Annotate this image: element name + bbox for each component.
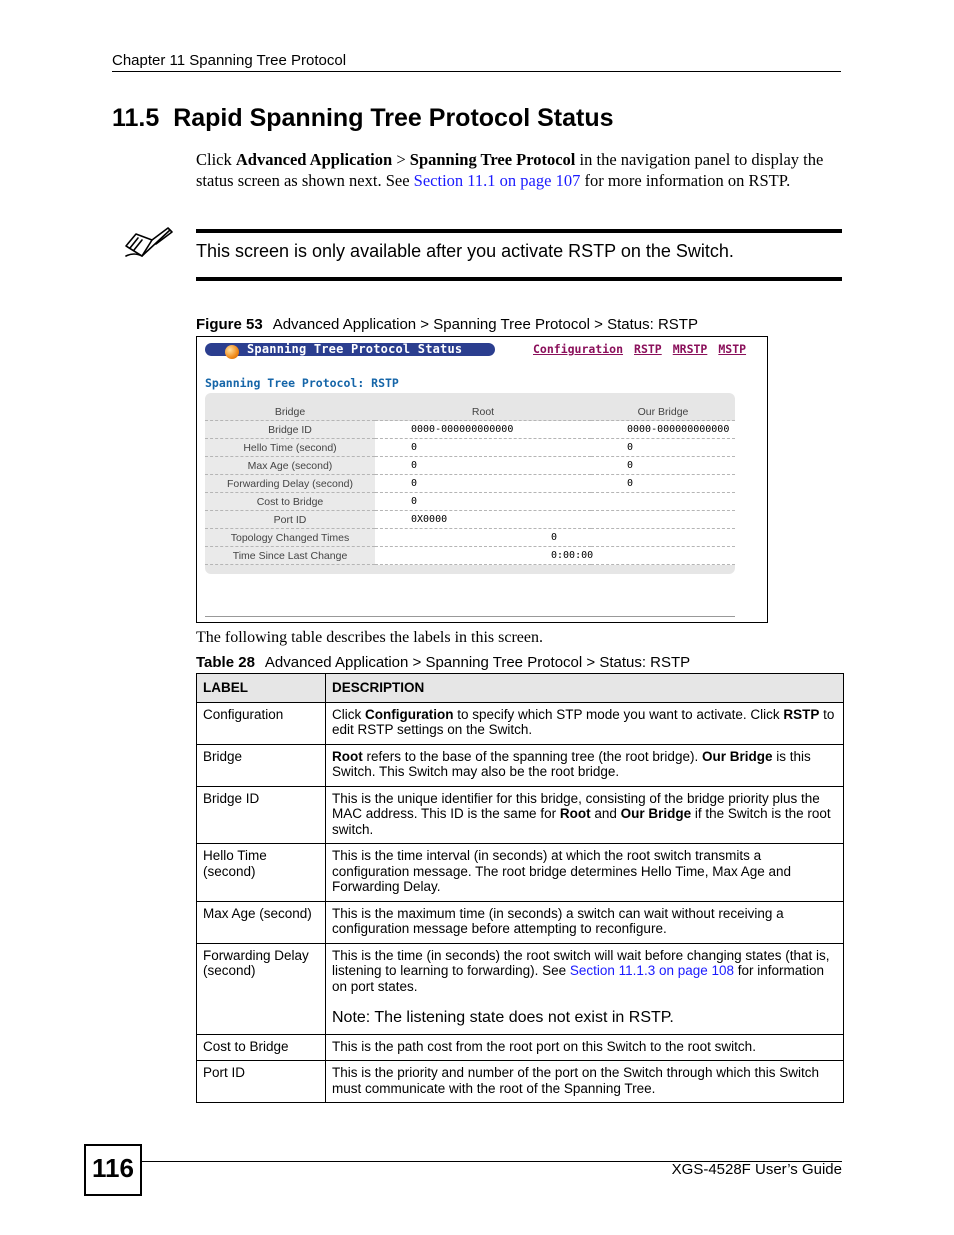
our-bridge-value: 0 — [591, 475, 735, 493]
header-rule — [112, 71, 841, 72]
intro-bold: Advanced Application — [235, 150, 393, 169]
status-row — [205, 511, 735, 529]
desc-text: This is the unique identifier for this bridge, consisting of the bridge priority plus the MAC address. This ID is the same for — [332, 790, 820, 821]
span-value: 0:00:00 — [375, 547, 735, 565]
description-cell: This is the time interval (in seconds) at which the root switch transmits a configuration message. The root bridge determines Hello Time, Max Age and Forwarding Delay. — [326, 844, 844, 902]
description-cell — [326, 744, 844, 786]
screen-bottom-line — [205, 616, 735, 617]
note-line: Note: The listening state does not exist in RSTP. — [332, 1009, 674, 1026]
col-header-bridge: Bridge — [205, 403, 375, 421]
status-row — [205, 421, 735, 439]
status-row — [205, 547, 735, 565]
status-row — [205, 529, 735, 547]
intro-paragraph — [196, 149, 844, 191]
status-row — [205, 439, 735, 457]
root-value: 0 — [375, 439, 591, 457]
guide-title: XGS-4528F User’s Guide — [671, 1161, 842, 1178]
title-orb-icon — [225, 345, 239, 359]
note-text: This screen is only available after you activate RSTP on the Switch. — [196, 241, 734, 261]
desc-text: and — [590, 806, 621, 821]
nav-link-mstp[interactable]: MSTP — [718, 342, 747, 356]
label-cell: Port ID — [197, 1061, 326, 1103]
description-cell: This is the maximum time (in seconds) a switch can wait without receiving a configuration message before attempting to reconfigure. — [326, 901, 844, 943]
table-row — [197, 901, 844, 943]
desc-text: to edit RSTP settings on the Switch. — [332, 706, 835, 737]
desc-text: refers to the base of the spanning tree (the root bridge). — [362, 748, 702, 764]
desc-text: if the Switch is the root switch. — [332, 806, 831, 837]
desc-bold: Root — [332, 748, 363, 764]
screen-title: Spanning Tree Protocol Status — [247, 342, 463, 356]
page-number: 116 — [92, 1153, 134, 1183]
our-bridge-value: 0 — [591, 439, 735, 457]
intro-text: > — [392, 150, 410, 169]
section-heading: Rapid Spanning Tree Protocol Status — [173, 104, 614, 132]
nav-link-rstp[interactable]: RSTP — [634, 342, 662, 356]
row-label: Time Since Last Change — [205, 547, 375, 565]
desc-text: to specify which STP mode you want to activate. Click — [453, 706, 784, 722]
desc-text: Click — [332, 706, 365, 722]
desc-bold: Our Bridge — [701, 748, 773, 764]
root-value: 0 — [375, 475, 591, 493]
row-label: Port ID — [205, 511, 375, 529]
status-row — [205, 457, 735, 475]
note-rule-bottom — [196, 277, 842, 281]
our-bridge-value: 0 — [591, 457, 735, 475]
pencil-note-icon — [124, 226, 174, 262]
our-bridge-value — [591, 511, 735, 529]
row-label: Max Age (second) — [205, 457, 375, 475]
status-row — [205, 475, 735, 493]
table-caption — [196, 654, 690, 671]
table-row — [197, 943, 844, 1034]
screen-title-bar — [205, 343, 495, 356]
description-cell — [326, 786, 844, 844]
desc-bold: RSTP — [783, 706, 820, 722]
intro-bold: Spanning Tree Protocol — [409, 150, 576, 169]
table-header-row — [197, 674, 844, 703]
desc-bold: Our Bridge — [620, 806, 692, 821]
header-label: LABEL — [197, 674, 326, 703]
row-label: Cost to Bridge — [205, 493, 375, 511]
intro-text: for more information on RSTP. — [580, 171, 791, 190]
label-description-table — [196, 673, 844, 1103]
running-header: Chapter 11 Spanning Tree Protocol — [112, 52, 347, 69]
label-cell: Bridge — [197, 744, 326, 786]
section-link[interactable]: Section 11.1.3 on page 108 — [569, 963, 735, 978]
note-rule-top — [196, 229, 842, 233]
table-number: Table 28 — [196, 654, 255, 671]
our-bridge-value: 0000-000000000000 — [591, 421, 735, 439]
status-table — [205, 403, 735, 565]
screen-nav — [533, 342, 757, 356]
status-table-header — [205, 403, 735, 421]
label-cell: Max Age (second) — [197, 901, 326, 943]
table-caption-text: Advanced Application > Spanning Tree Protocol > Status: RSTP — [264, 654, 691, 671]
our-bridge-value — [591, 493, 735, 511]
screen-subtitle: Spanning Tree Protocol: RSTP — [205, 376, 399, 390]
status-row — [205, 493, 735, 511]
label-cell: Bridge ID — [197, 786, 326, 844]
header-description: DESCRIPTION — [326, 674, 844, 703]
desc-bold: Root — [559, 806, 591, 821]
table-row — [197, 702, 844, 744]
label-cell: Hello Time (second) — [197, 844, 326, 902]
label-cell: Configuration — [197, 702, 326, 744]
label-cell: Cost to Bridge — [197, 1034, 326, 1061]
root-value: 0 — [375, 493, 591, 511]
nav-link-configuration[interactable]: Configuration — [533, 342, 624, 356]
intro-text: in the navigation panel to display the status screen as shown next. See — [196, 150, 824, 190]
row-label: Bridge ID — [205, 421, 375, 439]
description-cell — [326, 943, 844, 1034]
section-link[interactable]: Section 11.1 on page 107 — [413, 171, 581, 190]
desc-text: is this Switch. This Switch may also be the root bridge. — [332, 748, 811, 779]
span-value: 0 — [375, 529, 735, 547]
desc-bold: Configuration — [365, 706, 454, 722]
desc-text: This is the time (in seconds) the root switch will wait before changing states (that is, listening to learning to forwarding). See — [332, 947, 830, 978]
desc-text: for information on port states. — [332, 963, 825, 994]
intro-text: Click — [196, 150, 236, 169]
label-cell: Forwarding Delay (second) — [197, 943, 326, 1034]
table-row — [197, 744, 844, 786]
description-cell: This is the path cost from the root port on this Switch to the root switch. — [326, 1034, 844, 1061]
table-intro: The following table describes the labels in this screen. — [196, 629, 544, 646]
root-value: 0000-000000000000 — [375, 421, 591, 439]
col-header-our-bridge: Our Bridge — [591, 403, 735, 421]
description-cell: This is the priority and number of the port on the Switch through which this Switch must communicate with the root of the Spanning Tree. — [326, 1061, 844, 1103]
figure-caption — [196, 316, 698, 333]
row-label: Hello Time (second) — [205, 439, 375, 457]
table-row — [197, 1061, 844, 1103]
row-label: Forwarding Delay (second) — [205, 475, 375, 493]
row-label: Topology Changed Times — [205, 529, 375, 547]
section-number: 11.5 — [112, 104, 160, 132]
description-cell — [326, 702, 844, 744]
table-row — [197, 1034, 844, 1061]
section-title — [112, 104, 614, 133]
figure-number: Figure 53 — [196, 316, 263, 333]
nav-link-mrstp[interactable]: MRSTP — [672, 342, 708, 356]
root-value: 0 — [375, 457, 591, 475]
root-value: 0X0000 — [375, 511, 591, 529]
table-row — [197, 844, 844, 902]
page-number-box — [84, 1144, 142, 1196]
figure-caption-text: Advanced Application > Spanning Tree Protocol > Status: RSTP — [272, 316, 698, 333]
col-header-root: Root — [375, 403, 591, 421]
status-screenshot — [196, 336, 768, 623]
table-row — [197, 786, 844, 844]
